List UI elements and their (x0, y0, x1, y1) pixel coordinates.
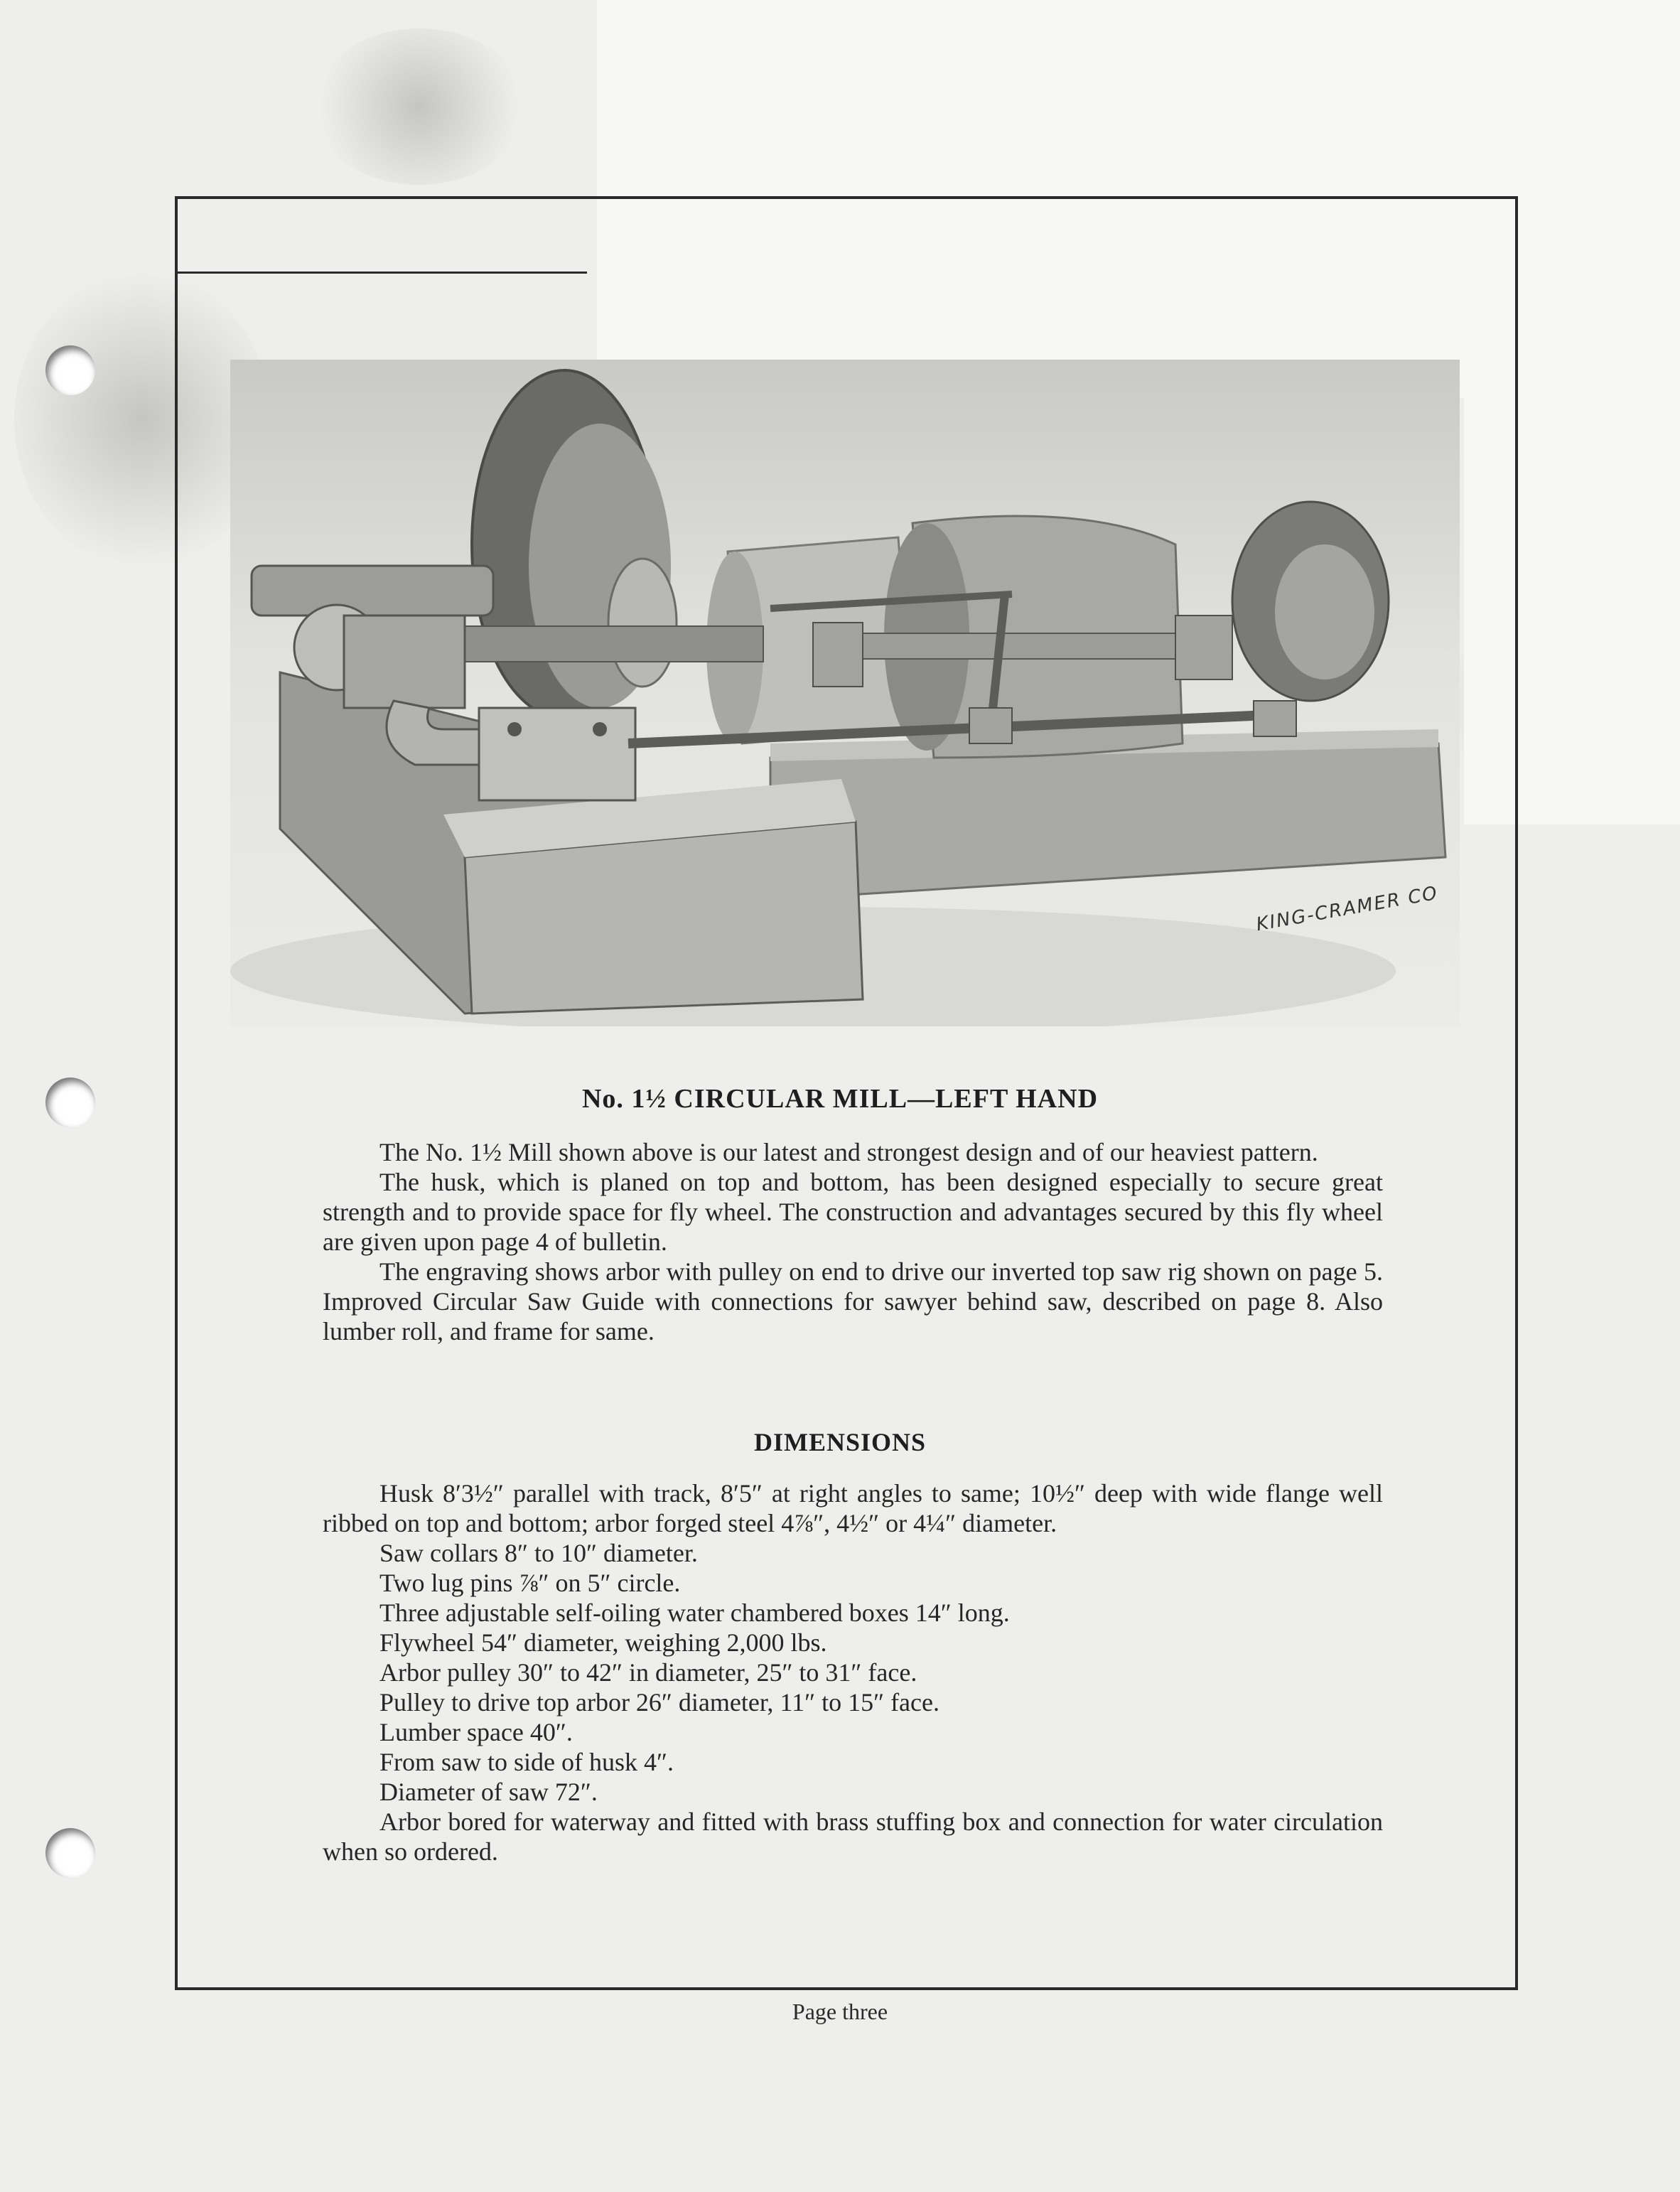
page-number: Page three (792, 1999, 888, 2024)
list-item: Diameter of saw 72″. (379, 1778, 598, 1806)
paper-stain (313, 28, 526, 185)
list-item: Lumber space 40″. (379, 1718, 573, 1746)
list-item: Saw collars 8″ to 10″ diameter. (379, 1539, 698, 1567)
punch-hole (45, 1828, 95, 1878)
header-rule (175, 272, 587, 274)
punch-hole (45, 345, 95, 395)
dimensions-closing: Arbor bored for waterway and fitted with brass stuffing box and connection for water circulation when so ordered. (323, 1807, 1383, 1866)
list-item: Two lug pins ⅞″ on 5″ circle. (379, 1569, 681, 1597)
mill-photograph (230, 360, 1460, 1026)
intro-paragraph: The husk, which is planed on top and bottom, has been designed especially to secure great strength and to provide space for fly wheel. The construction and advantages secured by this fly wheel are given upon page 4 of bulletin. (323, 1168, 1383, 1256)
list-item: Flywheel 54″ diameter, weighing 2,000 lbs. (379, 1628, 827, 1657)
list-item: Three adjustable self-oiling water chambered boxes 14″ long. (379, 1599, 1010, 1627)
intro-text (323, 1137, 1383, 1346)
dimensions-list (323, 1538, 1383, 1807)
engraver-signature: KING-CRAMER CO (1254, 882, 1441, 936)
dimensions-lead: Husk 8′3½″ parallel with track, 8′5″ at right angles to same; 10½″ deep with wide flange well ribbed on top and bottom; arbor forged steel 4⅞″, 4½″ or 4¼″ diameter. (323, 1479, 1383, 1537)
dimensions-heading: DIMENSIONS (753, 1428, 927, 1456)
list-item: From saw to side of husk 4″. (379, 1748, 674, 1776)
page-title: No. 1½ CIRCULAR MILL—LEFT HAND (581, 1084, 1099, 1114)
list-item: Arbor pulley 30″ to 42″ in diameter, 25″ to 31″ face. (379, 1658, 917, 1687)
list-item: Pulley to drive top arbor 26″ diameter, 11″ to 15″ face. (379, 1688, 939, 1716)
intro-paragraph: The No. 1½ Mill shown above is our latest and strongest design and of our heaviest pattern. (379, 1138, 1318, 1166)
dimensions-text (323, 1478, 1383, 1866)
intro-paragraph: The engraving shows arbor with pulley on end to drive our inverted top saw rig shown on page 5. Improved Circular Saw Guide with connections for sawyer behind saw, described on page 8. Also lumber roll, and frame for same. (323, 1257, 1383, 1345)
